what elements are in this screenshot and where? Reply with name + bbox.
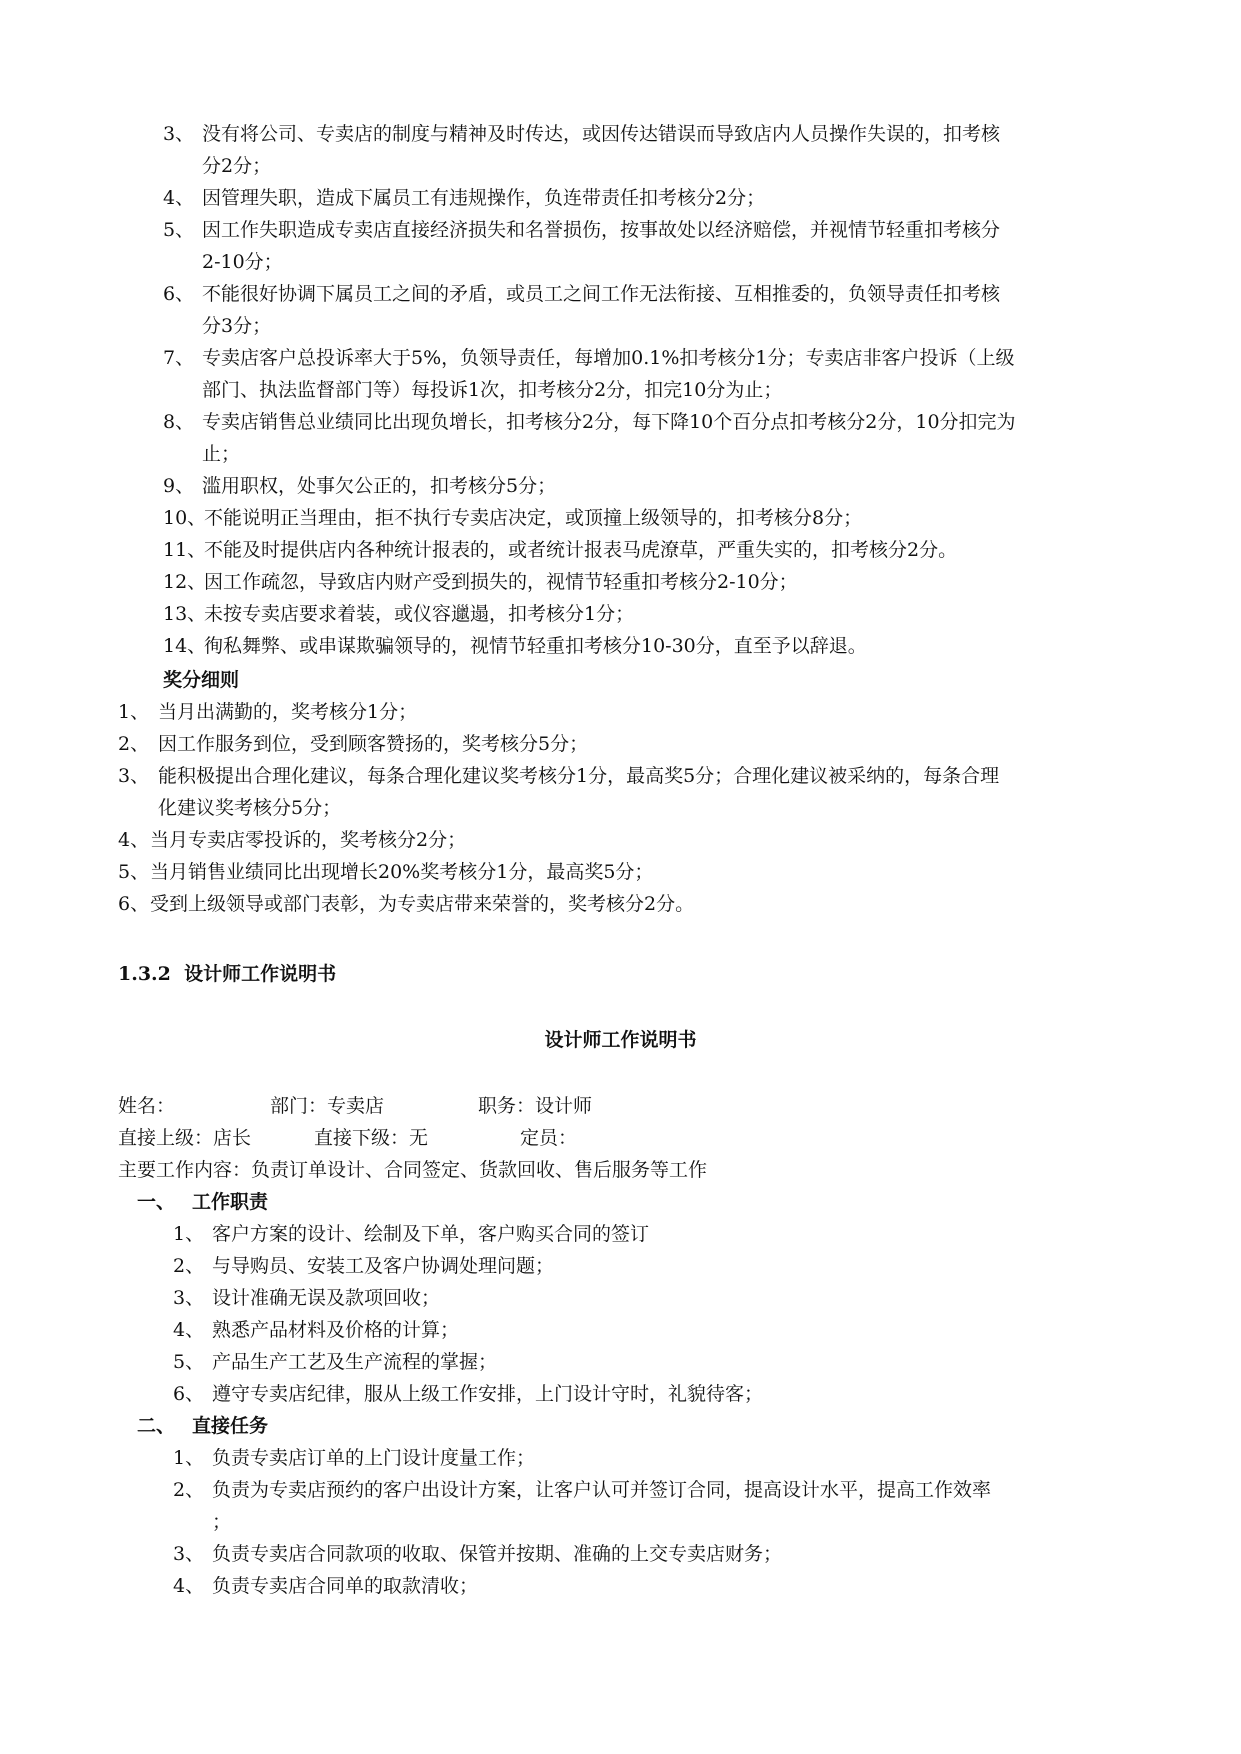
list-item-text: 因工作疏忽，导致店内财产受到损失的，视情节轻重扣考核分2-10分；: [204, 571, 798, 593]
list-item-text: 当月专卖店零投诉的，奖考核分2分；: [150, 829, 467, 851]
list-item-text: 负责专卖店合同单的取款清收；: [212, 1575, 479, 1597]
list-item-number: 4、: [118, 829, 150, 851]
list-item-number: 4、: [163, 187, 195, 209]
list-item-number: 14、: [163, 635, 207, 657]
reward-heading: 奖分细则: [163, 669, 240, 691]
list-item-number: 1、: [173, 1447, 205, 1469]
section-title: 设计师工作说明书: [184, 963, 337, 985]
list-item-number: 3、: [163, 123, 195, 145]
list-item-text: 负责专卖店订单的上门设计度量工作；: [212, 1447, 536, 1469]
list-item-text: 分3分；: [202, 315, 272, 337]
list-item-text: 没有将公司、专卖店的制度与精神及时传达，或因传达错误而导致店内人员操作失误的，扣考核: [202, 123, 1001, 145]
doc-title: 设计师工作说明书: [544, 1029, 697, 1051]
list-item-text: 因工作服务到位，受到顾客赞扬的，奖考核分5分；: [158, 733, 589, 755]
list-item-text: 不能很好协调下属员工之间的矛盾，或员工之间工作无法衔接、互相推委的，负领导责任扣考核: [202, 283, 1001, 305]
list-item-number: 4、: [173, 1575, 205, 1597]
tasks-heading-number: 二、: [137, 1415, 176, 1437]
list-item-number: 2、: [173, 1255, 205, 1277]
list-item-number: 13、: [163, 603, 207, 625]
list-item-text: 不能及时提供店内各种统计报表的，或者统计报表马虎潦草，严重失实的，扣考核分2分。: [204, 539, 958, 561]
superior-label: 直接上级：店长: [118, 1127, 252, 1149]
list-item-text: 设计准确无误及款项回收；: [212, 1287, 441, 1309]
list-item-text: 当月出满勤的，奖考核分1分；: [158, 701, 418, 723]
list-item-number: 2、: [118, 733, 150, 755]
list-item-text: 负责专卖店合同款项的收取、保管并按期、准确的上交专卖店财务；: [212, 1543, 783, 1565]
list-item-number: 5、: [163, 219, 195, 241]
list-item-text: 专卖店销售总业绩同比出现负增长，扣考核分2分，每下降10个百分点扣考核分2分，10分扣完为: [202, 411, 1016, 433]
list-item-number: 6、: [173, 1383, 205, 1405]
list-item-number: 5、: [118, 861, 150, 883]
list-item-number: 12、: [163, 571, 207, 593]
list-item-text: 徇私舞弊、或串谋欺骗领导的，视情节轻重扣考核分10-30分，直至予以辞退。: [204, 635, 867, 657]
list-item-text: 不能说明正当理由，拒不执行专卖店决定，或顶撞上级领导的，扣考核分8分；: [204, 507, 863, 529]
list-item-number: 3、: [118, 765, 150, 787]
list-item-number: 10、: [163, 507, 207, 529]
list-item-text: 化建议奖考核分5分；: [158, 797, 342, 819]
list-item-text: 产品生产工艺及生产流程的掌握；: [212, 1351, 498, 1373]
list-item-number: 6、: [163, 283, 195, 305]
duties-heading: 工作职责: [192, 1191, 269, 1213]
staff-label: 定员：: [520, 1127, 578, 1149]
list-item-number: 6、: [118, 893, 150, 915]
tasks-heading: 直接任务: [192, 1415, 269, 1437]
list-item-number: 5、: [173, 1351, 205, 1373]
position-label: 职务：设计师: [478, 1095, 593, 1117]
subordinate-label: 直接下级：无: [314, 1127, 429, 1149]
list-item-text: 专卖店客户总投诉率大于5%，负领导责任，每增加0.1%扣考核分1分；专卖店非客户投诉（上级: [202, 347, 1015, 369]
list-item-text: 能积极提出合理化建议，每条合理化建议奖考核分1分，最高奖5分；合理化建议被采纳的，每条合理: [158, 765, 1000, 787]
list-item-text: 受到上级领导或部门表彰，为专卖店带来荣誉的，奖考核分2分。: [150, 893, 695, 915]
list-item-text: 负责为专卖店预约的客户出设计方案，让客户认可并签订合同，提高设计水平，提高工作效率: [212, 1479, 992, 1501]
list-item-number: 8、: [163, 411, 195, 433]
list-item-text: 分2分；: [202, 155, 272, 177]
list-item-text: 滥用职权，处事欠公正的，扣考核分5分；: [202, 475, 557, 497]
list-item-text: 因工作失职造成专卖店直接经济损失和名誉损伤，按事故处以经济赔偿，并视情节轻重扣考核分: [202, 219, 1001, 241]
name-label: 姓名：: [118, 1095, 176, 1117]
duties-heading-number: 一、: [137, 1191, 176, 1213]
main-content: 主要工作内容：负责订单设计、合同签定、货款回收、售后服务等工作: [118, 1159, 708, 1181]
list-item-number: 7、: [163, 347, 195, 369]
list-item-number: 3、: [173, 1287, 205, 1309]
list-item-text: 当月销售业绩同比出现增长20%奖考核分1分，最高奖5分；: [150, 861, 654, 883]
list-item-text: 止；: [202, 443, 241, 465]
list-item-text: 熟悉产品材料及价格的计算；: [212, 1319, 460, 1341]
section-heading: [118, 958, 336, 990]
list-item-text: 遵守专卖店纪律，服从上级工作安排，上门设计守时，礼貌待客；: [212, 1383, 764, 1405]
list-item-number: 1、: [118, 701, 150, 723]
list-item-number: 9、: [163, 475, 195, 497]
list-item-text: 因管理失职，造成下属员工有违规操作，负连带责任扣考核分2分；: [202, 187, 766, 209]
list-item-number: 1、: [173, 1223, 205, 1245]
section-number: 1.3.2: [118, 963, 171, 985]
list-item-text: 客户方案的设计、绘制及下单，客户购买合同的签订: [212, 1223, 650, 1245]
dept-label: 部门：专卖店: [270, 1095, 385, 1117]
list-item-text: 部门、执法监督部门等）每投诉1次，扣考核分2分，扣完10分为止；: [202, 379, 783, 401]
list-item-number: 4、: [173, 1319, 205, 1341]
list-item-text: 2-10分；: [202, 251, 283, 273]
list-item-text: 与导购员、安装工及客户协调处理问题；: [212, 1255, 555, 1277]
list-item-number: 2、: [173, 1479, 205, 1501]
list-item-number: 11、: [163, 539, 207, 561]
list-item-number: 3、: [173, 1543, 205, 1565]
list-item-text: ；: [212, 1511, 232, 1533]
list-item-text: 未按专卖店要求着装，或仪容邋遢，扣考核分1分；: [204, 603, 635, 625]
